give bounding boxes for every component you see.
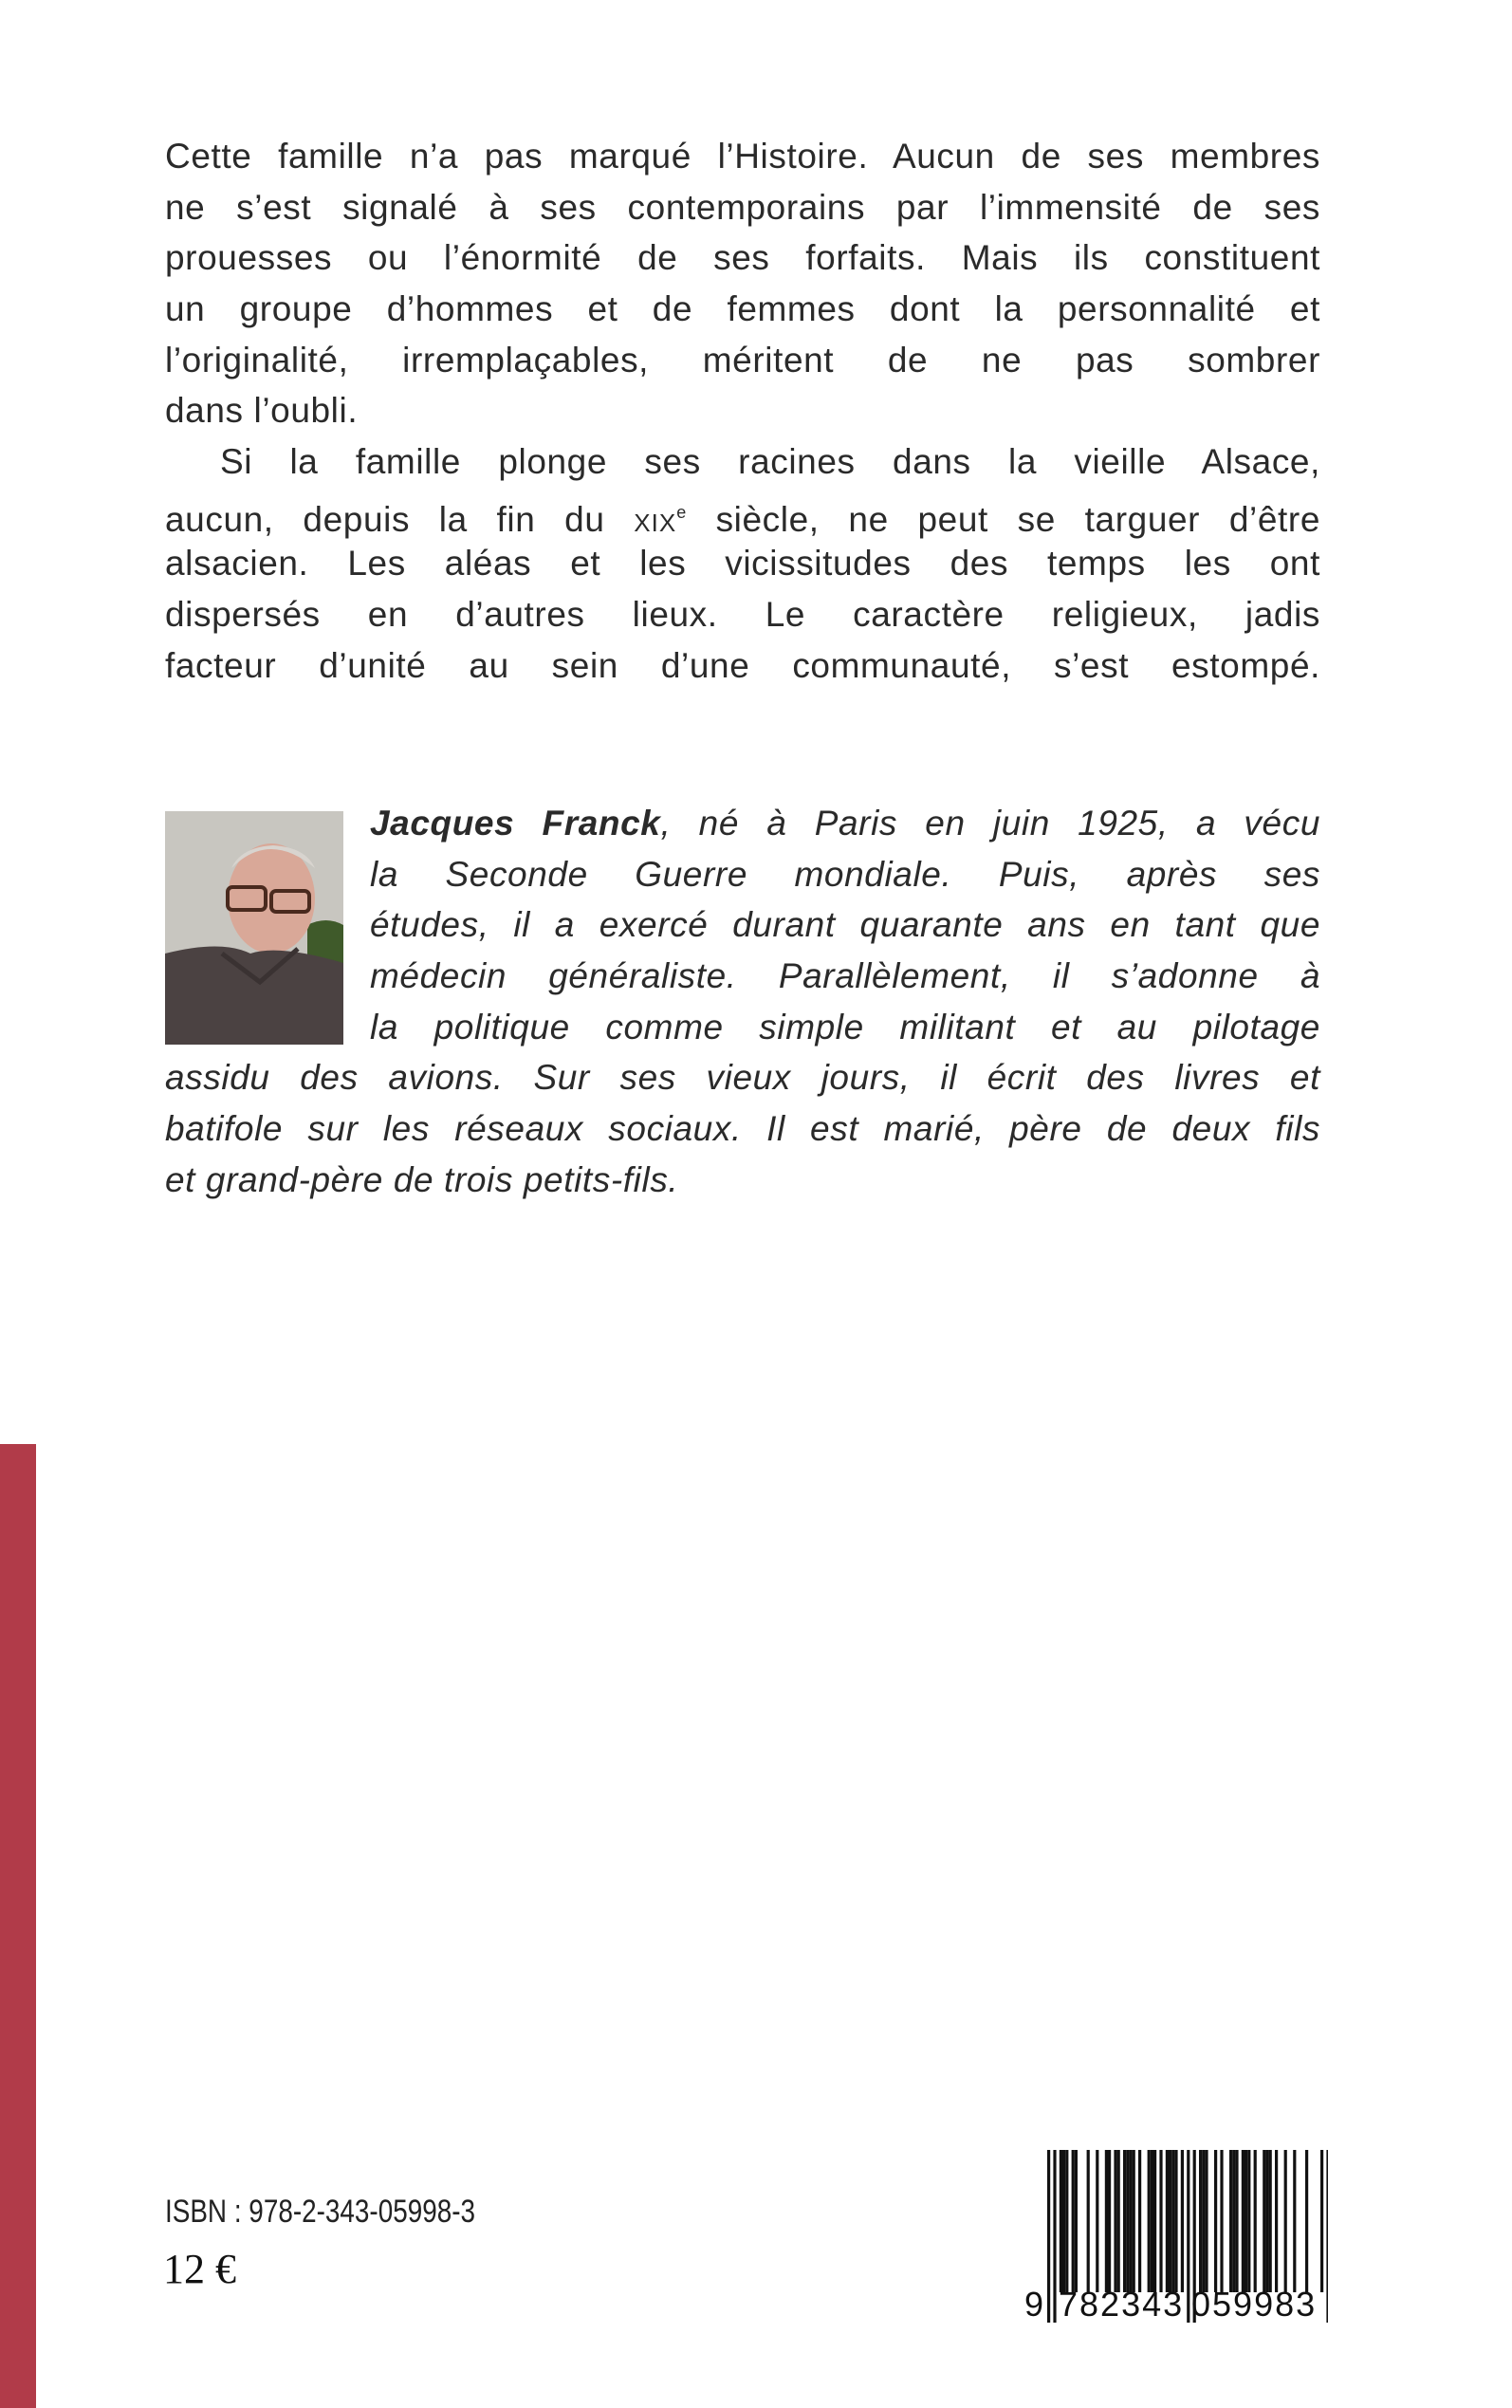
text-line: prouesses ou l’énormité de ses forfaits. Mais ils constituent [165,238,1320,278]
barcode-bar [1151,2150,1153,2292]
text-line [370,798,1320,849]
author-bio [165,798,1320,1206]
barcode-bar [1326,2150,1328,2323]
text-line: l’originalité, irremplaçables, méritent de ne pas sombrer [165,340,1320,380]
barcode-left-group: 782343 [1059,2285,1185,2324]
barcode-bar [1305,2150,1308,2292]
barcode-bar [1169,2150,1171,2292]
barcode-bar [1275,2150,1278,2292]
barcode-bar [1242,2150,1245,2292]
barcode-bar [1269,2150,1272,2292]
synopsis-paragraph-2 [165,436,1320,691]
barcode-bar [1284,2150,1287,2292]
barcode-bar [1214,2150,1217,2292]
barcode-bar [1087,2150,1090,2292]
barcode-bar [1263,2150,1265,2292]
text-line: dispersés en d’autres lieux. Le caractère religieux, jadis [165,595,1320,635]
text-line: assidu des avions. Sur ses vieux jours, il écrit des livres et [165,1058,1320,1098]
synopsis-paragraph-1 [165,131,1320,436]
text-line: alsacien. Les aléas et les vicissitudes des temps les ont [165,544,1320,583]
barcode-bar [1229,2150,1232,2292]
spine-accent-bar [0,1444,36,2408]
text-segment: , né à Paris en juin 1925, a vécu [660,804,1320,843]
barcode-bar [1047,2150,1050,2323]
century-superscript: e [676,502,687,522]
author-name: Jacques Franck [370,804,661,843]
barcode-bar [1072,2150,1075,2292]
barcode-bar [1123,2150,1126,2292]
text-line [165,488,1320,539]
barcode-bar [1205,2150,1208,2292]
barcode-bar [1053,2150,1056,2323]
barcode-bar [1133,2150,1135,2292]
barcode-first-digit: 9 [1024,2285,1044,2324]
barcode-bar [1202,2150,1205,2292]
barcode-bar [1060,2150,1062,2292]
barcode-bar [1265,2150,1268,2292]
text-line: Cette famille n’a pas marqué l’Histoire. Aucun de ses membres [165,137,1320,176]
price-label: 12 € [163,2246,236,2292]
barcode-right-group: 059983 [1191,2285,1318,2324]
barcode-bar [1062,2150,1065,2292]
barcode-bar [1129,2150,1132,2292]
barcode-bar [1220,2150,1223,2292]
barcode-bar [1096,2150,1098,2292]
barcode-bar [1235,2150,1238,2292]
text-segment: aucun, depuis la fin du [165,499,635,539]
barcode-bar [1171,2150,1174,2292]
text-segment: siècle, ne peut se targuer d’être [686,499,1320,539]
barcode-bar [1232,2150,1235,2292]
text-line: facteur d’unité au sein d’une communauté, s’est estompé. [165,645,1320,685]
text-line: la politique comme simple militant et au pilotage [370,1007,1320,1047]
barcode-bar [1181,2150,1184,2292]
barcode-bar [1187,2150,1189,2323]
isbn-label: ISBN : 978-2-343-05998-3 [165,2194,476,2230]
barcode-bar [1245,2150,1247,2292]
barcode-bar [1126,2150,1129,2292]
barcode-bar [1114,2150,1116,2292]
text-line: un groupe d’hommes et de femmes dont la personnalité et [165,289,1320,329]
barcode-bar [1148,2150,1151,2292]
barcode-bar [1075,2150,1078,2292]
barcode-bar [1199,2150,1202,2292]
barcode-bar [1065,2150,1068,2292]
barcode-bar [1117,2150,1120,2292]
text-line: dans l’oubli. [165,391,359,431]
text-line: batifole sur les réseaux sociaux. Il est marié, père de deux fils [165,1109,1320,1149]
text-line: études, il a exercé durant quarante ans en tant que [370,905,1320,945]
text-line: ne s’est signalé à ses contemporains par l’immensité de ses [165,187,1320,227]
text-line: et grand-père de trois petits-fils. [165,1159,679,1199]
text-line: médecin généraliste. Parallèlement, il s’adonne à [370,956,1320,996]
barcode-bar [1153,2150,1156,2292]
barcode-bar [1174,2150,1177,2292]
barcode-bar [1108,2150,1111,2292]
century-numeral: XIX [634,508,677,537]
barcode-bar [1293,2150,1296,2292]
barcode-bar [1138,2150,1141,2292]
barcode-bar [1105,2150,1108,2292]
barcode-bar [1166,2150,1169,2292]
barcode-bar [1247,2150,1250,2292]
barcode-bar [1254,2150,1257,2292]
barcode-bar [1159,2150,1162,2292]
text-line: la Seconde Guerre mondiale. Puis, après ses [370,854,1320,894]
barcode-bar [1320,2150,1323,2292]
text-line: Si la famille plonge ses racines dans la vieille Alsace, [220,442,1320,481]
